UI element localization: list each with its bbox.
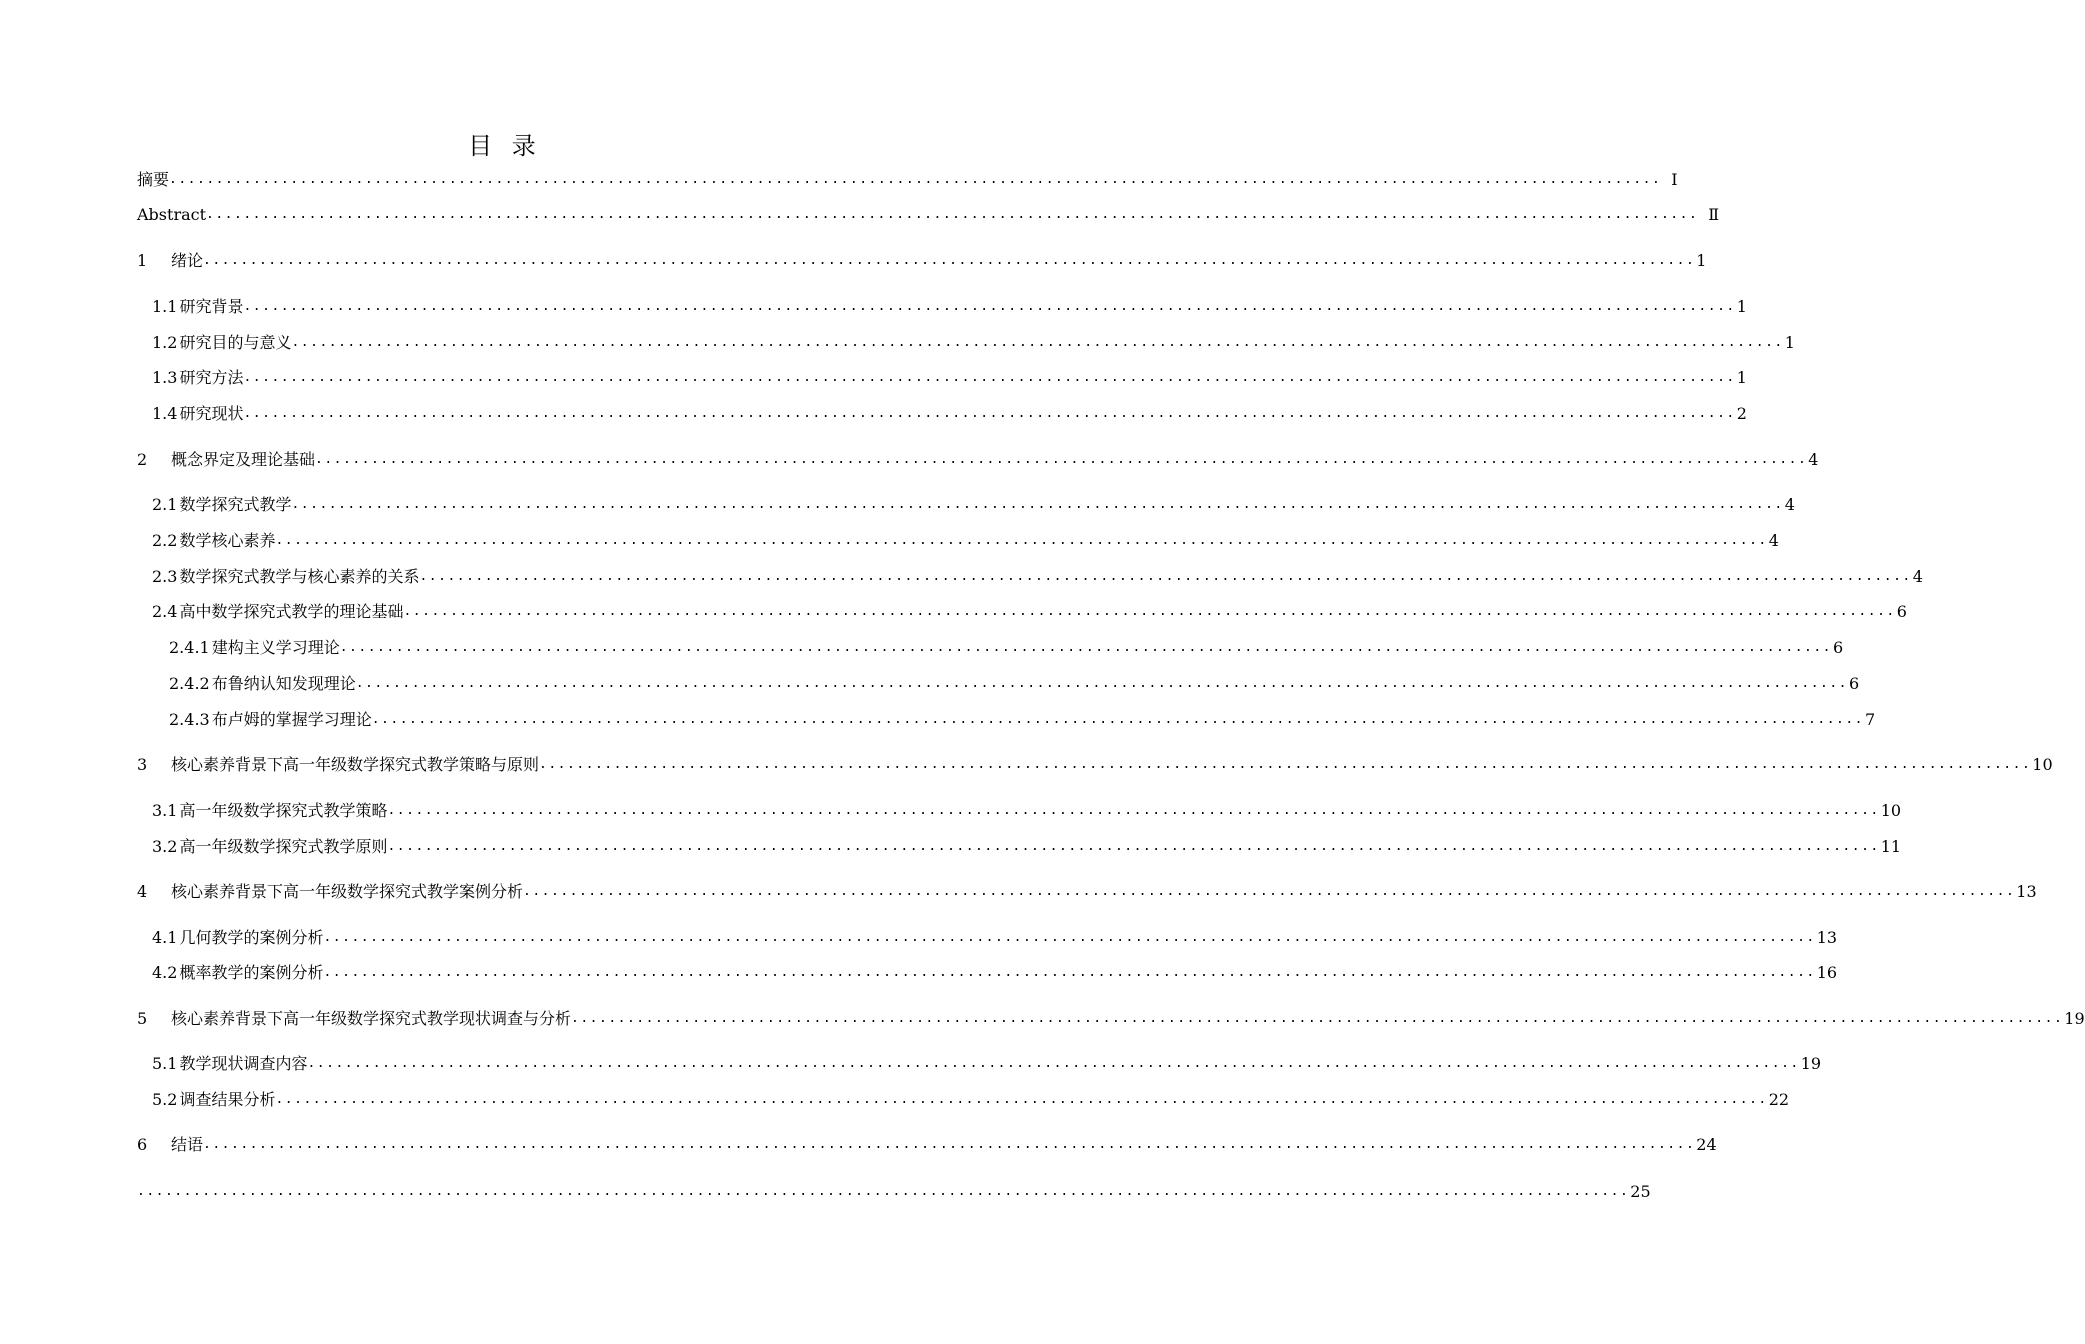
- toc-entry-page: 19: [2064, 1009, 2085, 1028]
- toc-entry-page: 13: [1816, 928, 1838, 947]
- toc-entry-number: 2.2: [152, 531, 178, 550]
- toc-entry-text: 绪论: [171, 251, 204, 270]
- toc-entry-page: 24: [1696, 1135, 1717, 1154]
- toc-entry-number: 5: [137, 1009, 148, 1028]
- toc-entry-number: 2.4: [152, 602, 178, 621]
- toc-entry-page: 2: [1736, 404, 1747, 423]
- toc-entry-page: 1: [1736, 368, 1747, 387]
- toc-entry-text: 布鲁纳认知发现理论: [211, 674, 356, 693]
- toc-entry-page: 7: [1865, 710, 1876, 729]
- toc-entry-2-3[interactable]: [152, 567, 1923, 587]
- toc-entry-page: 6: [1896, 602, 1907, 621]
- toc-entry-page: 13: [2016, 882, 2037, 901]
- toc-entry-text: 数学探究式教学: [179, 495, 292, 514]
- toc-entry-chapter-2[interactable]: [137, 450, 1819, 470]
- toc-entry-1-1[interactable]: [152, 297, 1747, 317]
- toc-entry-number: 3.1: [152, 801, 178, 820]
- toc-entry-number: 3: [137, 755, 148, 774]
- toc-entry-2-4-1[interactable]: [169, 638, 1844, 658]
- toc-title: 目 录: [468, 132, 542, 160]
- toc-entry-references[interactable]: [137, 1182, 1651, 1202]
- dot-leader: ................................................................................................................................................................: [339, 640, 1832, 655]
- toc-entry-page: 19: [1800, 1054, 1822, 1073]
- dot-leader: ................................................................................................................................................................: [203, 1137, 1696, 1152]
- toc-entry-page: 4: [1784, 495, 1795, 514]
- toc-entry-page: 6: [1849, 674, 1860, 693]
- dot-leader: ................................................................................................................................................................: [571, 1011, 2064, 1026]
- toc-entry-number: 5.1: [152, 1054, 178, 1073]
- toc-entry-2-4[interactable]: [152, 602, 1907, 622]
- toc-entry-4-1[interactable]: [152, 928, 1838, 948]
- toc-entry-text: 研究方法: [179, 368, 244, 387]
- toc-entry-page: 1: [1696, 251, 1707, 270]
- dot-leader: ................................................................................................................................................................: [387, 839, 1880, 854]
- dot-leader: ................................................................................................................................................................: [243, 406, 1736, 421]
- dot-leader: ................................................................................................................................................................: [291, 497, 1784, 512]
- toc-entry-number: 2.4.1: [169, 638, 210, 657]
- toc-entry-page: 11: [1880, 837, 1902, 856]
- toc-entry-text: 数学核心素养: [179, 531, 276, 550]
- toc-entry-3-2[interactable]: [152, 837, 1902, 857]
- toc-entry-2-4-3[interactable]: [169, 710, 1876, 730]
- toc-entry-page: Ⅰ: [1671, 170, 1678, 189]
- toc-entry-text: 高一年级数学探究式教学策略: [179, 801, 388, 820]
- toc-entry-number: 5.2: [152, 1090, 178, 1109]
- toc-entry-chapter-1[interactable]: [137, 251, 1707, 271]
- toc-entry-text: 数学探究式教学与核心素养的关系: [179, 567, 420, 586]
- toc-entry-text: 概念界定及理论基础: [171, 450, 316, 469]
- toc-entry-text: 高中数学探究式教学的理论基础: [179, 602, 404, 621]
- toc-entry-number: 4.2: [152, 963, 178, 982]
- toc-entry-page: 10: [1880, 801, 1902, 820]
- toc-entry-text: 建构主义学习理论: [211, 638, 340, 657]
- dot-leader: ................................................................................................................................................................: [243, 299, 1736, 314]
- dot-leader: ................................................................................................................................................................: [291, 335, 1784, 350]
- toc-entry-page: 1: [1736, 297, 1747, 316]
- dot-leader: ................................................................................................................................................................: [523, 884, 2016, 899]
- toc-entry-number: 2.4.2: [169, 674, 210, 693]
- toc-entry-number: 2: [137, 450, 148, 469]
- toc-entry-page: 10: [2032, 755, 2053, 774]
- toc-entry-text: 几何教学的案例分析: [179, 928, 324, 947]
- toc-entry-2-4-2[interactable]: [169, 674, 1860, 694]
- toc-entry-page: 4: [1768, 531, 1779, 550]
- dot-leader: ................................................................................................................................................................: [323, 965, 1816, 980]
- toc-entry-text: 核心素养背景下高一年级数学探究式教学策略与原则: [171, 755, 540, 774]
- toc-entry-text: 教学现状调查内容: [179, 1054, 308, 1073]
- dot-leader: ................................................................................................................................................................: [203, 253, 1696, 268]
- toc-entry-page: 22: [1768, 1090, 1790, 1109]
- toc-entry-page: 25: [1630, 1182, 1651, 1201]
- toc-entry-page: 4: [1808, 450, 1819, 469]
- toc-entry-2-2[interactable]: [152, 531, 1779, 551]
- toc-entry-2-1[interactable]: [152, 495, 1795, 515]
- dot-leader: ................................................................................................................................................................: [419, 569, 1912, 584]
- toc-entry-number: 2.3: [152, 567, 178, 586]
- toc-entry-1-2[interactable]: [152, 333, 1795, 353]
- toc-entry-4-2[interactable]: [152, 963, 1838, 983]
- toc-entry-number: 1: [137, 251, 148, 270]
- toc-entry-number: 3.2: [152, 837, 178, 856]
- toc-entry-page: 6: [1833, 638, 1844, 657]
- toc-entry-3-1[interactable]: [152, 801, 1902, 821]
- toc-entry-number: 4.1: [152, 928, 178, 947]
- toc-entry-text: 研究目的与意义: [179, 333, 292, 352]
- toc-entry-number: 2.4.3: [169, 710, 210, 729]
- toc-entry-text: 核心素养背景下高一年级数学探究式教学现状调查与分析: [171, 1009, 572, 1028]
- toc-entry-number: 4: [137, 882, 148, 901]
- toc-entry-text: 研究现状: [179, 404, 244, 423]
- toc-entry-text: 概率教学的案例分析: [179, 963, 324, 982]
- dot-leader: ................................................................................................................................................................: [323, 930, 1816, 945]
- toc-entry-text: Abstract: [137, 205, 207, 224]
- toc-entry-1-4[interactable]: [152, 404, 1747, 424]
- toc-entry-text: 布卢姆的掌握学习理论: [211, 710, 372, 729]
- toc-entry-page: Ⅱ: [1708, 205, 1720, 224]
- toc-entry-number: 1.2: [152, 333, 178, 352]
- toc-entry-abstract-cn[interactable]: [137, 170, 1678, 190]
- toc-entry-number: 6: [137, 1135, 148, 1154]
- toc-entry-text: 研究背景: [179, 297, 244, 316]
- dot-leader: ................................................................................................................................................................: [275, 533, 1768, 548]
- toc-entry-chapter-4[interactable]: [137, 882, 2037, 902]
- toc-entry-text: 结语: [171, 1135, 204, 1154]
- dot-leader: ................................................................................................................................................................: [169, 172, 1662, 187]
- toc-entry-page: 16: [1816, 963, 1838, 982]
- toc-entry-chapter-6[interactable]: [137, 1135, 1717, 1155]
- toc-entry-number: 1.4: [152, 404, 178, 423]
- toc-entry-1-3[interactable]: [152, 368, 1747, 388]
- dot-leader: ................................................................................................................................................................: [403, 604, 1896, 619]
- toc-entry-text: 核心素养背景下高一年级数学探究式教学案例分析: [171, 882, 524, 901]
- dot-leader: ................................................................................................................................................................: [137, 1184, 1630, 1199]
- toc-entry-text: 摘要: [137, 170, 170, 189]
- toc-entry-number: 2.1: [152, 495, 178, 514]
- dot-leader: ................................................................................................................................................................: [243, 370, 1736, 385]
- toc-entry-5-2[interactable]: [152, 1090, 1790, 1110]
- toc-entry-chapter-3[interactable]: [137, 755, 2053, 775]
- toc-entry-page: 4: [1912, 567, 1923, 586]
- toc-entry-text: 高一年级数学探究式教学原则: [179, 837, 388, 856]
- toc-entry-5-1[interactable]: [152, 1054, 1822, 1074]
- dot-leader: ................................................................................................................................................................: [275, 1092, 1768, 1107]
- toc-entry-number: 1.1: [152, 297, 178, 316]
- dot-leader: ................................................................................................................................................................: [355, 676, 1848, 691]
- toc-entry-abstract-en[interactable]: [137, 205, 1720, 225]
- dot-leader: ................................................................................................................................................................: [371, 712, 1864, 727]
- toc-entry-text: 调查结果分析: [179, 1090, 276, 1109]
- toc-entry-chapter-5[interactable]: [137, 1009, 2085, 1029]
- dot-leader: ................................................................................................................................................................: [206, 207, 1699, 222]
- dot-leader: ................................................................................................................................................................: [539, 757, 2032, 772]
- dot-leader: ................................................................................................................................................................: [307, 1056, 1800, 1071]
- dot-leader: ................................................................................................................................................................: [387, 803, 1880, 818]
- toc-entry-page: 1: [1784, 333, 1795, 352]
- dot-leader: ................................................................................................................................................................: [315, 452, 1808, 467]
- toc-entry-number: 1.3: [152, 368, 178, 387]
